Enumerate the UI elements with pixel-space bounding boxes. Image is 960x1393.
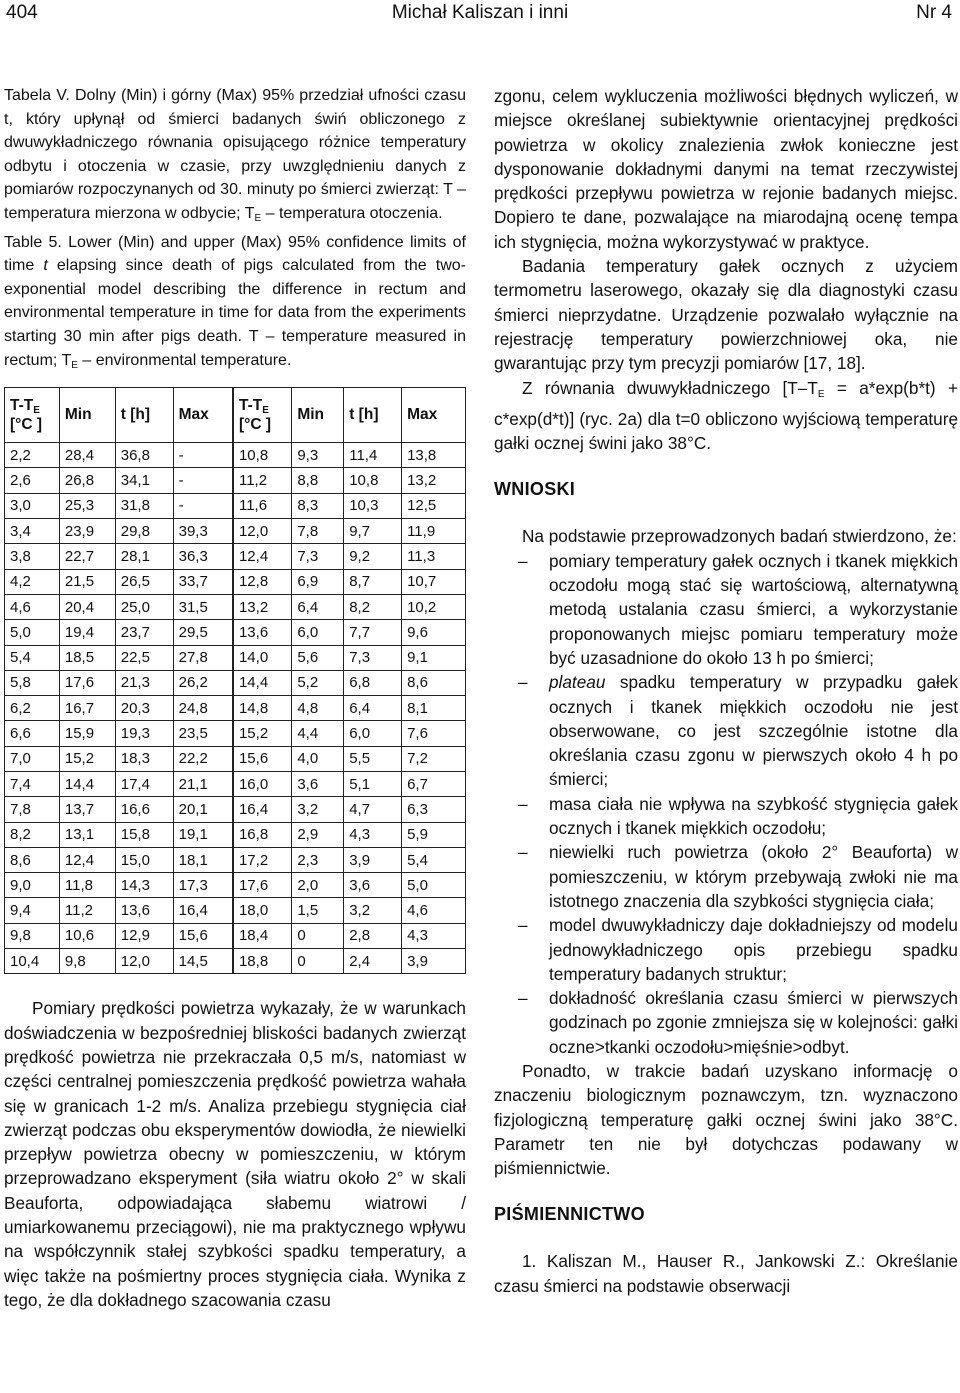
table-row <box>5 923 466 948</box>
table-cell: 11,4 <box>344 443 402 468</box>
table-cell: 14,8 <box>233 696 292 721</box>
table-cell: 26,8 <box>59 468 115 493</box>
table-cell: 7,7 <box>344 620 402 645</box>
table-cell: 4,6 <box>5 594 60 619</box>
list-item: – masa ciała nie wpływa na szybkość stygnięcia gałek ocznych i tkanek miękkich oczodołu; <box>518 793 958 839</box>
table-cell: 15,0 <box>115 847 173 872</box>
table-cell: 15,2 <box>233 721 292 746</box>
table-row <box>5 771 466 796</box>
table-cell: 5,6 <box>292 645 344 670</box>
table-row <box>5 746 466 771</box>
table-cell: 13,7 <box>59 797 115 822</box>
table-row <box>5 544 466 569</box>
list-item: – plateau spadku temperatury w przypadku gałek ocznych i tkanek miękkich oczodołu nie jest obserwowane, co jest szczególnie istotne dla określania czasu zgonu w pierwszych około 4 h po śmierci; <box>518 672 958 790</box>
table-cell: 0 <box>292 949 344 974</box>
table-cell: 8,6 <box>5 847 60 872</box>
table-cell: 21,1 <box>173 771 233 796</box>
table-cell: 3,2 <box>344 898 402 923</box>
conclusions-list <box>494 549 958 1059</box>
table-cell: 9,8 <box>5 923 60 948</box>
table-row <box>5 569 466 594</box>
table-cell: 19,4 <box>59 620 115 645</box>
table-cell: 12,0 <box>115 949 173 974</box>
table-cell: 21,3 <box>115 670 173 695</box>
table-cell: 17,3 <box>173 873 233 898</box>
table-cell: 6,0 <box>344 721 402 746</box>
header-time: t [h] <box>344 388 402 443</box>
table-cell: 13,2 <box>402 468 466 493</box>
issue-number: Nr 4 <box>916 2 952 23</box>
table-cell: 6,6 <box>5 721 60 746</box>
table-cell: 3,4 <box>5 519 60 544</box>
table-cell: 20,1 <box>173 797 233 822</box>
table-cell: 18,8 <box>233 949 292 974</box>
table-row <box>5 898 466 923</box>
table-cell: 9,6 <box>402 620 466 645</box>
table-cell: 26,5 <box>115 569 173 594</box>
table-cell: 4,4 <box>292 721 344 746</box>
table-cell: 18,0 <box>233 898 292 923</box>
paragraph-air-speed-conclusion: zgonu, celem wykluczenia możliwości błędnych wyliczeń, w miejsce określanej subiektywnie orientacyjnej prędkości powietrza w okolicy znalezienia zwłok konieczne jest dysponowanie dokładnymi danymi na temat rzeczywistej prędkości przepływu powietrza w rejonie badanych miejsc. Dopiero te dane, pozwalające na miarodajną ocenę tempa ich stygnięcia, można wykorzystywać w praktyce. <box>494 86 958 252</box>
table-cell: 7,2 <box>402 746 466 771</box>
table-cell: 15,6 <box>173 923 233 948</box>
table-cell: 2,6 <box>5 468 60 493</box>
table-cell: 2,8 <box>344 923 402 948</box>
data-table <box>4 387 466 974</box>
table-cell: 3,0 <box>5 493 60 518</box>
table-cell: 23,5 <box>173 721 233 746</box>
table-cell: 16,7 <box>59 696 115 721</box>
table-cell: 12,5 <box>402 493 466 518</box>
table-cell: 6,8 <box>344 670 402 695</box>
table-cell: 33,7 <box>173 569 233 594</box>
table-header-row <box>5 388 466 443</box>
table-cell: 2,4 <box>344 949 402 974</box>
table-cell: 6,9 <box>292 569 344 594</box>
table-cell: 4,6 <box>402 898 466 923</box>
header-max: Max <box>173 388 233 443</box>
table-cell: 22,7 <box>59 544 115 569</box>
table-cell: 23,9 <box>59 519 115 544</box>
table-cell: 11,2 <box>233 468 292 493</box>
table-caption <box>4 84 466 377</box>
table-cell: 10,8 <box>233 443 292 468</box>
table-cell: 39,3 <box>173 519 233 544</box>
table-cell: 6,0 <box>292 620 344 645</box>
table-cell: 4,3 <box>402 923 466 948</box>
table-cell: 15,2 <box>59 746 115 771</box>
table-cell: 9,8 <box>59 949 115 974</box>
table-cell: 9,1 <box>402 645 466 670</box>
table-cell: 2,3 <box>292 847 344 872</box>
table-cell: 36,8 <box>115 443 173 468</box>
table-cell: 22,2 <box>173 746 233 771</box>
table-cell: 8,7 <box>344 569 402 594</box>
table-cell: 5,0 <box>5 620 60 645</box>
table-cell: 17,6 <box>233 873 292 898</box>
table-cell: 11,2 <box>59 898 115 923</box>
table-cell: 13,1 <box>59 822 115 847</box>
table-cell: 18,5 <box>59 645 115 670</box>
table-cell: 4,8 <box>292 696 344 721</box>
table-cell: 14,3 <box>115 873 173 898</box>
table-row <box>5 493 466 518</box>
table-cell: 13,6 <box>233 620 292 645</box>
table-cell: 9,2 <box>344 544 402 569</box>
table-cell: 11,6 <box>233 493 292 518</box>
table-cell: 8,1 <box>402 696 466 721</box>
table-row <box>5 620 466 645</box>
table-cell: 31,5 <box>173 594 233 619</box>
table-cell: 16,0 <box>233 771 292 796</box>
table-cell: 14,0 <box>233 645 292 670</box>
left-body-paragraph: Pomiary prędkości powietrza wykazały, że w warunkach doświadczenia w bezpośredniej bliskości badanych zwierząt prędkość powietrza nie przekraczała 0,5 m/s, natomiast w części centralnej pomieszczenia prędkość powietrza wahała się w granicach 1-2 m/s. Analiza przebiegu stygnięcia ciał zwierząt podczas obu eksperymentów dowiodła, że niewielki przepływ powietrza obecny w pomieszczeniu, w którym przeprowadzano eksperyment (siła wiatru około 2° w skali Beauforta, odpowiadająca słabemu wiatrowi / umiarkowanemu przeciągowi), nie ma praktycznego wpływu na współczynnik stałej szybkości spadku temperatury, a więc także na pośmiertny proces stygnięcia ciała. Wynika z tego, że dla dokładnego szacowania czasu <box>4 998 466 1310</box>
table-cell: 13,2 <box>233 594 292 619</box>
table-cell: 13,8 <box>402 443 466 468</box>
table-cell: 5,9 <box>402 822 466 847</box>
section-title-references: PIŚMIENNICTWO <box>494 1204 645 1225</box>
table-cell: 22,5 <box>115 645 173 670</box>
table-row <box>5 873 466 898</box>
table-cell: 6,4 <box>292 594 344 619</box>
table-cell: 9,0 <box>5 873 60 898</box>
table-cell: 8,6 <box>402 670 466 695</box>
table-cell: 10,6 <box>59 923 115 948</box>
table-cell: 7,0 <box>5 746 60 771</box>
table-cell: 8,8 <box>292 468 344 493</box>
reference-item: 1. Kaliszan M., Hauser R., Jankowski Z.: Określanie czasu śmierci na podstawie obserwacji <box>494 1251 958 1296</box>
table-cell: - <box>173 468 233 493</box>
table-cell: 7,6 <box>402 721 466 746</box>
table-cell: - <box>173 493 233 518</box>
table-body <box>5 443 466 974</box>
table-cell: 4,0 <box>292 746 344 771</box>
table-row <box>5 468 466 493</box>
table-cell: 11,9 <box>402 519 466 544</box>
table-cell: 6,2 <box>5 696 60 721</box>
table-cell: 16,8 <box>233 822 292 847</box>
section-title-wnioski: WNIOSKI <box>494 479 576 500</box>
table-cell: 4,7 <box>344 797 402 822</box>
caption-label-pl: Tabela V. <box>4 87 70 104</box>
table-cell: 2,0 <box>292 873 344 898</box>
table-cell: 5,8 <box>5 670 60 695</box>
table-cell: 8,3 <box>292 493 344 518</box>
table-cell: 3,2 <box>292 797 344 822</box>
table-cell: 10,3 <box>344 493 402 518</box>
table-row <box>5 949 466 974</box>
table-cell: 10,2 <box>402 594 466 619</box>
header-temp-diff: $T-T_E$ [°C ] <box>233 388 292 443</box>
header-min: Min <box>292 388 344 443</box>
table-cell: 16,4 <box>173 898 233 923</box>
table-cell: 18,4 <box>233 923 292 948</box>
table-cell: 19,3 <box>115 721 173 746</box>
table-cell: 36,3 <box>173 544 233 569</box>
table-cell: 6,4 <box>344 696 402 721</box>
table-cell: 7,8 <box>5 797 60 822</box>
table-row <box>5 797 466 822</box>
list-item: – pomiary temperatury gałek ocznych i tkanek miękkich oczodołu mogą stać się wartościową, alternatywną metodą ustalania czasu śmierci, a wykorzystanie proponowanych miejsc pomiaru temperatury może być uzasadnione do około 13 h po śmierci; <box>518 550 958 668</box>
table-cell: 5,2 <box>292 670 344 695</box>
table-cell: 12,4 <box>59 847 115 872</box>
table-cell: 15,8 <box>115 822 173 847</box>
table-cell: 18,1 <box>173 847 233 872</box>
table-cell: 14,5 <box>173 949 233 974</box>
right-column <box>494 84 958 1298</box>
table-cell: 12,0 <box>233 519 292 544</box>
table-row <box>5 721 466 746</box>
table-row <box>5 822 466 847</box>
table-cell: 13,6 <box>115 898 173 923</box>
table-cell: 19,1 <box>173 822 233 847</box>
table-cell: 2,2 <box>5 443 60 468</box>
table-cell: 21,5 <box>59 569 115 594</box>
table-cell: 12,4 <box>233 544 292 569</box>
table-cell: 26,2 <box>173 670 233 695</box>
table-cell: 15,9 <box>59 721 115 746</box>
table-row <box>5 645 466 670</box>
table-cell: 29,8 <box>115 519 173 544</box>
table-cell: 5,4 <box>402 847 466 872</box>
table-cell: 28,4 <box>59 443 115 468</box>
table-cell: 8,2 <box>5 822 60 847</box>
table-cell: - <box>173 443 233 468</box>
table-cell: 14,4 <box>59 771 115 796</box>
table-cell: 24,8 <box>173 696 233 721</box>
table-row <box>5 443 466 468</box>
table-cell: 3,9 <box>402 949 466 974</box>
table-cell: 15,6 <box>233 746 292 771</box>
table-cell: 10,8 <box>344 468 402 493</box>
caption-polish: Tabela V. Dolny (Min) i górny (Max) 95% przedział ufności czasu t, który upłynął od śmierci badanych świń obliczonego z dwuwykładniczego równania opisującego różnice temperatury odbytu i otoczenia w czasie, przy uwzględnieniu danych z pomiarów rozpoczynanych od 30. minuty po śmierci zwierząt: T – temperatura mierzona w odbycie; $T_E$ – temperatura otoczenia. <box>4 87 467 224</box>
table-cell: 16,4 <box>233 797 292 822</box>
table-row <box>5 670 466 695</box>
table-cell: 5,1 <box>344 771 402 796</box>
table-cell: 5,4 <box>5 645 60 670</box>
table-cell: 12,9 <box>115 923 173 948</box>
table-cell: 3,6 <box>344 873 402 898</box>
table-cell: 34,1 <box>115 468 173 493</box>
paragraph-biological-info: Ponadto, w trakcie badań uzyskano informację o znaczeniu biologicznym poznawczym, tzn. wyznaczono fizjologiczną temperaturę gałki ocznej świni jako 38°C. Parametr ten nie był dotychczas podawany w piśmiennictwie. <box>494 1060 958 1179</box>
table-cell: 6,7 <box>402 771 466 796</box>
table-cell: 3,8 <box>5 544 60 569</box>
table-cell: 28,1 <box>115 544 173 569</box>
table-cell: 16,6 <box>115 797 173 822</box>
table-cell: 11,3 <box>402 544 466 569</box>
paragraph-laser-thermometer: Badania temperatury gałek ocznych z użyciem termometru laserowego, okazały się dla diagnostyki czasu śmierci nieprzydatne. Urządzenie pozwalało wyłącznie na rejestrację temperatury powierzchniowej oka, nie gwarantując przy tym precyzji pomiarów [17, 18]. <box>494 256 958 374</box>
table-cell: 7,3 <box>344 645 402 670</box>
table-cell: 29,5 <box>173 620 233 645</box>
caption-english: Table 5. Lower (Min) and upper (Max) 95% confidence limits of time t elapsing since death of pigs calculated from the two-exponential model describing the difference in rectum and environmental temperature in time for data from the experiments starting 30 min after pigs death. T – temperature measured in rectum; $T_E$ – environmental temperature. <box>4 233 467 371</box>
table-cell: 8,2 <box>344 594 402 619</box>
table-cell: 27,8 <box>173 645 233 670</box>
table-cell: 3,6 <box>292 771 344 796</box>
caption-label-en: Table 5. <box>4 233 62 251</box>
table-cell: 23,7 <box>115 620 173 645</box>
table-cell: 20,4 <box>59 594 115 619</box>
table-row <box>5 594 466 619</box>
table-cell: 9,7 <box>344 519 402 544</box>
left-column <box>4 84 466 1312</box>
table-row <box>5 519 466 544</box>
table-cell: 6,3 <box>402 797 466 822</box>
table-cell: 25,0 <box>115 594 173 619</box>
table-cell: 10,4 <box>5 949 60 974</box>
table-row <box>5 696 466 721</box>
table-cell: 7,8 <box>292 519 344 544</box>
header-min: Min <box>59 388 115 443</box>
table-cell: 0 <box>292 923 344 948</box>
list-item: – model dwuwykładniczy daje dokładniejszy od modelu jednowykładniczego opis przebiegu spadku temperatury badanych struktur; <box>518 915 958 984</box>
table-cell: 12,8 <box>233 569 292 594</box>
table-cell: 25,3 <box>59 493 115 518</box>
table-cell: 31,8 <box>115 493 173 518</box>
table-cell: 4,2 <box>5 569 60 594</box>
table-cell: 7,3 <box>292 544 344 569</box>
table-cell: 7,4 <box>5 771 60 796</box>
table-cell: 2,9 <box>292 822 344 847</box>
table-row <box>5 847 466 872</box>
table-cell: 18,3 <box>115 746 173 771</box>
table-cell: 5,0 <box>402 873 466 898</box>
table-cell: 9,3 <box>292 443 344 468</box>
running-header-authors: Michał Kaliszan i inni <box>391 2 569 23</box>
table-cell: 4,3 <box>344 822 402 847</box>
paragraph-equation: Z równania dwuwykładniczego $[T-T_E = a*\exp(b*t) + c*\exp(d*t)]$ (ryc. 2a) dla t=0 obliczono wyjściową temperaturę gałki ocznej świni jako 38°C. <box>494 377 958 454</box>
header-time: t [h] <box>115 388 173 443</box>
table-cell: 17,6 <box>59 670 115 695</box>
header-max: Max <box>402 388 466 443</box>
table-cell: 11,8 <box>59 873 115 898</box>
table-cell: 9,4 <box>5 898 60 923</box>
page-number: 404 <box>6 2 38 23</box>
list-item: – dokładność określania czasu śmierci w pierwszych godzinach po zgonie zmniejsza się w kolejności: gałki oczne>tkanki oczodołu>mięśnie>odbyt. <box>518 988 958 1057</box>
list-item: – niewielki ruch powietrza (około 2° Beauforta) w pomieszczeniu, w którym przebywają zwłoki nie ma istotnego znaczenia dla szybkości stygnięcia ciała; <box>518 842 958 911</box>
table-cell: 10,7 <box>402 569 466 594</box>
table-cell: 14,4 <box>233 670 292 695</box>
table-cell: 17,4 <box>115 771 173 796</box>
table-cell: 1,5 <box>292 898 344 923</box>
table-cell: 20,3 <box>115 696 173 721</box>
table-cell: 3,9 <box>344 847 402 872</box>
table-cell: 17,2 <box>233 847 292 872</box>
conclusions-intro: Na podstawie przeprowadzonych badań stwierdzono, że: <box>522 526 957 547</box>
table-cell: 5,5 <box>344 746 402 771</box>
header-temp-diff: $T-T_E$ [°C ] <box>5 388 60 443</box>
